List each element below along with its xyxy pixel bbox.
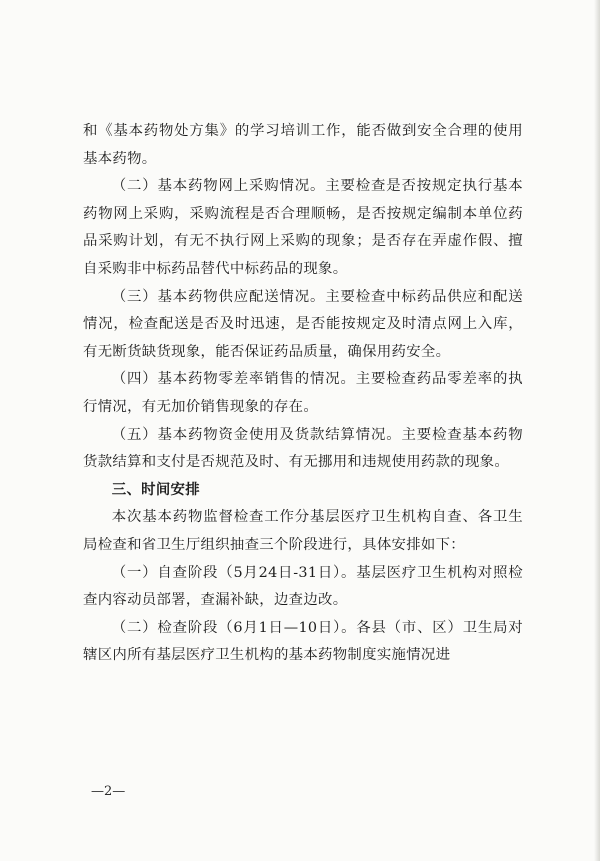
paragraph-schedule-intro: 本次基本药物监督检查工作分基层医疗卫生机构自查、各卫生局检查和省卫生厅组织抽查三个阶段进行，具体安排如下： — [83, 509, 523, 553]
paragraph-self-inspection-stage: （一）自查阶段（5月24日-31日）。基层医疗卫生机构对照检查内容动员部署，查漏补缺，边查边改。 — [83, 564, 523, 609]
paragraph-online-procurement: （二）基本药物网上采购情况。主要检查是否按规定执行基本药物网上采购，采购流程是否合理顺畅，是否按规定编制本单位药品采购计划，有无不执行网上采购的现象；是否存在弄虚作假、擅自采购非中标药品替代中标药品的现象。 — [83, 178, 523, 277]
paragraph-inspection-stage: （二）检查阶段（6月1日—10日）。各县（市、区）卫生局对辖区内所有基层医疗卫生机构的基本药物制度实施情况进 — [83, 619, 523, 664]
section-heading-schedule: 三、时间安排 — [111, 481, 200, 498]
page-number: —2— — [91, 784, 126, 799]
paragraph-supply-distribution: （三）基本药物供应配送情况。主要检查中标药品供应和配送情况，检查配送是否及时迅速，是否能按规定及时清点网上入库，有无断货缺货现象，能否保证药品质量，确保用药安全。 — [83, 288, 523, 360]
paragraph-zero-markup-sales: （四）基本药物零差率销售的情况。主要检查药品零差率的执行情况，有无加价销售现象的存在。 — [83, 371, 523, 415]
paragraph-continuation: 和《基本药物处方集》的学习培训工作，能否做到安全合理的使用基本药物。 — [83, 123, 523, 167]
page-edge-shadow — [594, 0, 600, 861]
paragraph-funds-settlement: （五）基本药物资金使用及货款结算情况。主要检查基本药物货款结算和支付是否规范及时、有无挪用和违规使用药款的现象。 — [83, 426, 523, 471]
document-body — [83, 118, 523, 670]
